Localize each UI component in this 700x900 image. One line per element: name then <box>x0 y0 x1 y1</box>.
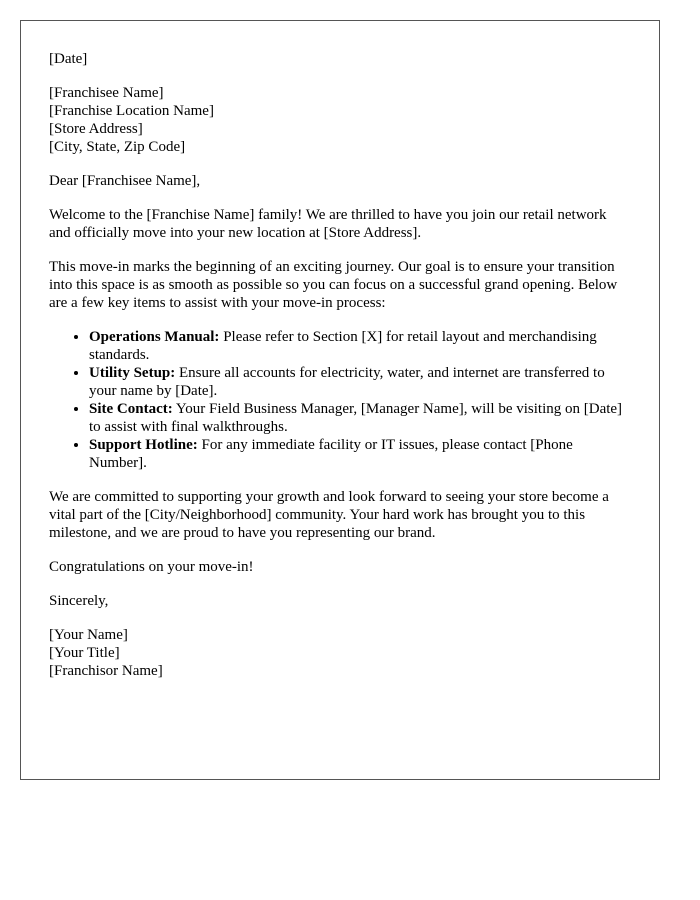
franchisor-name: [Franchisor Name] <box>49 663 163 679</box>
recipient-name: [Franchisee Name] <box>49 85 164 101</box>
list-item <box>89 436 631 472</box>
recipient-address-block <box>49 84 631 156</box>
signer-name: [Your Name] <box>49 627 128 643</box>
list-item-label: Utility Setup: <box>89 365 176 381</box>
closing: Sincerely, <box>49 593 109 609</box>
move-in-paragraph: This move-in marks the beginning of an exciting journey. Our goal is to ensure your transition into this space is as smooth as possible so you can focus on a successful grand opening. Below are a few key items to assist with your move-in process: <box>49 259 618 311</box>
congratulations-line: Congratulations on your move-in! <box>49 559 254 575</box>
list-item-text: Please refer to Section [X] for retail layout and merchandising standards. <box>89 329 597 363</box>
recipient-location: [Franchise Location Name] <box>49 103 214 119</box>
list-item-text: Your Field Business Manager, [Manager Name], will be visiting on [Date] to assist with final walkthroughs. <box>89 401 623 435</box>
list-item-label: Support Hotline: <box>89 437 198 453</box>
list-item-text: Ensure all accounts for electricity, water, and internet are transferred to your name by [Date]. <box>89 365 605 399</box>
recipient-city-state-zip: [City, State, Zip Code] <box>49 139 186 155</box>
salutation: Dear [Franchisee Name], <box>49 173 201 189</box>
welcome-paragraph: Welcome to the [Franchise Name] family! We are thrilled to have you join our retail network and officially move into your new location at [Store Address]. <box>49 207 607 241</box>
commitment-paragraph: We are committed to supporting your growth and look forward to seeing your store become a vital part of the [City/Neighborhood] community. Your hard work has brought you to this milestone, and we are proud to have you representing our brand. <box>49 489 609 541</box>
recipient-street-address: [Store Address] <box>49 121 143 137</box>
list-item-label: Site Contact: <box>89 401 173 417</box>
list-item-text: For any immediate facility or IT issues, please contact [Phone Number]. <box>89 437 573 471</box>
signature-block <box>49 626 631 680</box>
key-items-list <box>49 328 631 472</box>
signer-title: [Your Title] <box>49 645 120 661</box>
list-item <box>89 400 631 436</box>
list-item <box>89 364 631 400</box>
list-item-label: Operations Manual: <box>89 329 220 345</box>
list-item <box>89 328 631 364</box>
letter-page <box>20 20 660 780</box>
letter-date: [Date] <box>49 51 88 67</box>
